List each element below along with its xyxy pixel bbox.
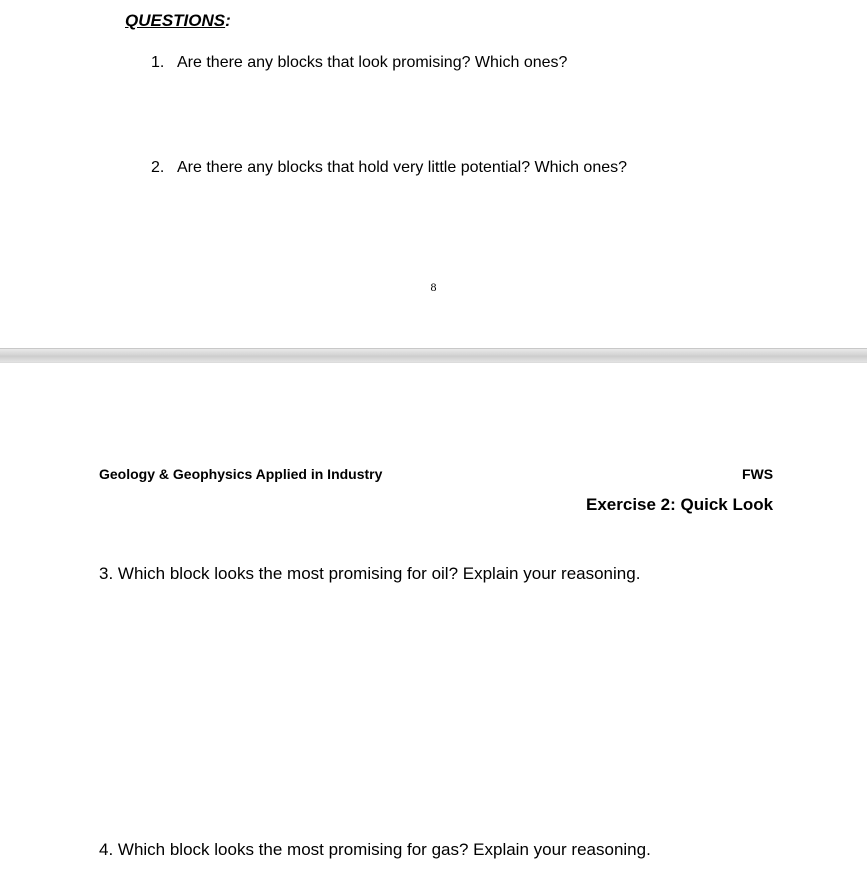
questions-heading [125,11,231,31]
page-separator [0,348,867,363]
page-number: 8 [430,280,437,294]
course-title-header: Geology & Geophysics Applied in Industry [99,466,383,482]
question-2-number: 2. [151,159,165,176]
question-3-text: 3. Which block looks the most promising for oil? Explain your reasoning. [99,564,641,583]
page-8 [0,0,867,348]
questions-heading-colon: : [225,11,231,30]
exercise-title: Exercise 2: Quick Look [586,495,774,514]
question-2 [151,158,627,178]
page-9 [0,363,867,883]
question-1-text: Are there any blocks that look promising? Which ones? [177,54,568,71]
questions-heading-text: QUESTIONS [125,11,226,30]
question-1 [151,53,567,73]
question-1-number: 1. [151,54,165,71]
fws-header: FWS [742,466,774,482]
question-4-text: 4. Which block looks the most promising for gas? Explain your reasoning. [99,840,651,859]
question-2-text: Are there any blocks that hold very little potential? Which ones? [177,159,628,176]
